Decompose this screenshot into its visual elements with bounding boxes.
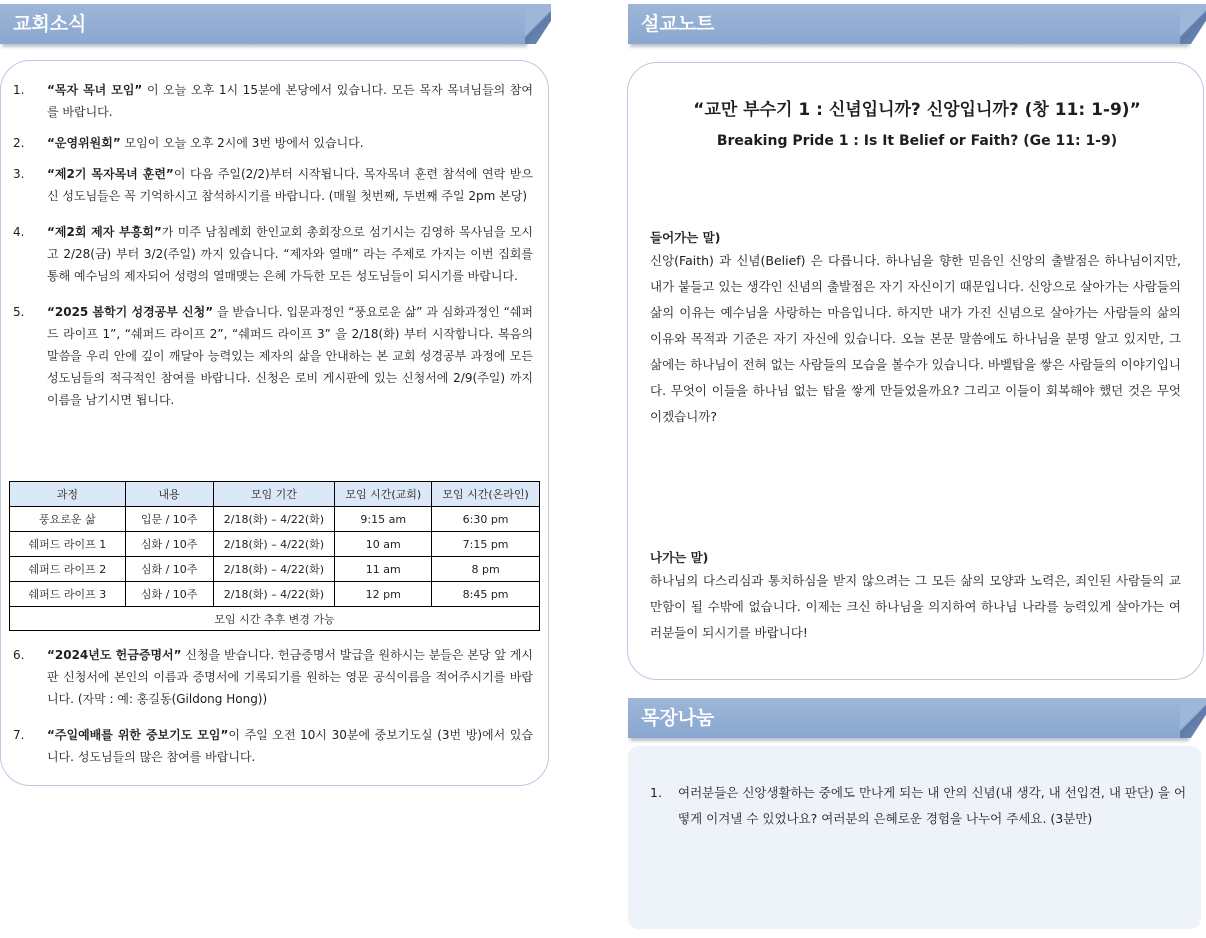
- table-header-cell: 모임 시간(교회): [335, 482, 432, 507]
- table-cell: 풍요로운 삶: [10, 507, 126, 532]
- table-cell: 8 pm: [432, 557, 540, 582]
- sharing-banner-title: 목장나눔: [628, 698, 1187, 738]
- table-header-cell: 내용: [125, 482, 213, 507]
- news-item-title: “제2기 목자목녀 훈련”: [47, 167, 174, 181]
- table-cell: 쉐퍼드 라이프 2: [10, 557, 126, 582]
- news-item-1: [13, 79, 533, 123]
- news-item-text: 을 받습니다. 입문과정인 “풍요로운 삶” 과 심화과정인 “쉐퍼드 라이프 1”, “쉐퍼드 라이프 2”, “쉐퍼드 라이프 3” 을 2/18(화) 부터 시작합니다. 복음의 말씀을 우리 안에 깊이 깨달아 능력있는 제자의 삶을 안내하는 본 교회 성경공부 과정에 모든 성도님들의 적극적인 참여를 바랍니다. 신청은 로비 게시판에 있는 신청서에 2/9(주일) 까지 이름을 남기시면 됩니다.: [47, 305, 533, 407]
- banner-fold-icon: [525, 4, 551, 44]
- intro-heading: 들어가는 말): [650, 230, 721, 245]
- news-item-number: 1.: [13, 83, 25, 97]
- news-item-5: [13, 301, 533, 411]
- news-item-text: 이 주일 오전 10시 30분에 중보기도실 (3번 방)에서 있습니다. 성도님들의 많은 참여를 바랍니다.: [47, 728, 533, 764]
- sharing-banner: [628, 698, 1205, 738]
- table-cell: 심화 / 10주: [125, 557, 213, 582]
- news-item-title: “2025 봄학기 성경공부 신청”: [47, 305, 214, 319]
- closing-heading: 나가는 말): [650, 550, 709, 565]
- sharing-box: [628, 746, 1201, 929]
- table-cell: 쉐퍼드 라이프 3: [10, 582, 126, 607]
- table-cell: 입문 / 10주: [125, 507, 213, 532]
- news-item-6: [13, 644, 533, 710]
- closing-text: 하나님의 다스리심과 통치하심을 받지 않으려는 그 모든 삶의 모양과 노력은, 죄인된 사람들의 교만함이 될 수밖에 없습니다. 이제는 크신 하나님을 의지하여 하나님 나라를 능력있게 살아가는 여러분들이 되시기를 바랍니다!: [650, 573, 1181, 640]
- table-header-cell: 모임 시간(온라인): [432, 482, 540, 507]
- table-cell: 7:15 pm: [432, 532, 540, 557]
- schedule-table: [9, 481, 540, 631]
- table-header-cell: 모임 기간: [213, 482, 335, 507]
- table-cell: 2/18(화) – 4/22(화): [213, 557, 335, 582]
- news-item-text: 이 다음 주일(2/2)부터 시작됩니다. 목자목녀 훈련 참석에 연락 받으신 성도님들은 꼭 기억하시고 참석하시기를 바랍니다. (매월 첫번째, 두번째 주일 2pm 본당): [47, 167, 533, 203]
- table-cell: 2/18(화) – 4/22(화): [213, 582, 335, 607]
- news-item-number: 2.: [13, 136, 25, 150]
- sharing-question-number: 1.: [650, 785, 662, 800]
- news-banner-title: 교회소식: [0, 4, 525, 44]
- table-cell: 심화 / 10주: [125, 532, 213, 557]
- news-banner: [0, 4, 550, 44]
- news-item-text: 신청을 받습니다. 헌금증명서 발급을 원하시는 분들은 본당 앞 게시판 신청서에 본인의 이름과 증명서에 기록되기를 원하는 영문 공식이름을 적어주시기를 바랍니다. (자막 : 예: 홍길동(Gildong Hong)): [47, 648, 533, 706]
- table-cell: 심화 / 10주: [125, 582, 213, 607]
- table-cell: 9:15 am: [335, 507, 432, 532]
- table-row: [10, 557, 540, 582]
- table-cell: 12 pm: [335, 582, 432, 607]
- news-card: [0, 60, 549, 786]
- news-item-number: 5.: [13, 305, 25, 319]
- schedule-note: 모임 시간 추후 변경 가능: [10, 607, 540, 631]
- news-item-number: 6.: [13, 648, 25, 662]
- table-row: [10, 507, 540, 532]
- sermon-subtitle: Breaking Pride 1 : Is It Belief or Faith? (Ge 11: 1-9): [716, 133, 1118, 149]
- table-row: [10, 532, 540, 557]
- news-item-2: [13, 132, 533, 154]
- table-cell: 쉐퍼드 라이프 1: [10, 532, 126, 557]
- table-cell: 6:30 pm: [432, 507, 540, 532]
- sermon-banner-title: 설교노트: [628, 4, 1187, 44]
- news-item-3: [13, 163, 533, 207]
- news-item-title: “제2회 제자 부흥회”: [47, 225, 162, 239]
- schedule-table-header: [10, 482, 540, 507]
- sermon-title: “교만 부수기 1 : 신념입니까? 신앙입니까? (창 11: 1-9)”: [693, 100, 1141, 120]
- banner-fold-icon: [1180, 4, 1206, 44]
- table-row: [10, 582, 540, 607]
- news-item-7: [13, 724, 533, 768]
- table-note-row: [10, 607, 540, 631]
- table-cell: 11 am: [335, 557, 432, 582]
- news-item-number: 7.: [13, 728, 25, 742]
- news-item-4: [13, 221, 533, 287]
- news-item-text: 이 오늘 오후 1시 15분에 본당에서 있습니다. 모든 목자 목녀님들의 참여를 바랍니다.: [47, 83, 533, 119]
- news-item-title: “주일예배를 위한 중보기도 모임”: [47, 728, 229, 742]
- news-item-title: “목자 목녀 모임”: [47, 83, 143, 97]
- sharing-question-text: 여러분들은 신앙생활하는 중에도 만나게 되는 내 안의 신념(내 생각, 내 선입견, 내 판단) 을 어떻게 이겨낼 수 있었나요? 여러분의 은혜로운 경험을 나누어 주세요. (3분만): [678, 785, 1187, 826]
- table-cell: 10 am: [335, 532, 432, 557]
- news-item-text: 가 미주 남침례회 한인교회 총회장으로 섬기시는 김영하 목사님을 모시고 2/28(금) 부터 3/2(주일) 까지 있습니다. “제자와 열매” 라는 주제로 가지는 이번 집회를 통해 예수님의 제자되어 성령의 열매맺는 은혜 가득한 모든 성도님들이 되시기를 바랍니다.: [47, 225, 534, 283]
- news-item-title: “2024년도 헌금증명서”: [47, 648, 182, 662]
- sharing-question: [650, 780, 1190, 832]
- table-cell: 2/18(화) – 4/22(화): [213, 507, 335, 532]
- news-list: [13, 79, 533, 420]
- sermon-banner: [628, 4, 1205, 44]
- table-cell: 8:45 pm: [432, 582, 540, 607]
- table-header-cell: 과정: [10, 482, 126, 507]
- table-cell: 2/18(화) – 4/22(화): [213, 532, 335, 557]
- news-item-number: 4.: [13, 225, 25, 239]
- intro-text: 신앙(Faith) 과 신념(Belief) 은 다릅니다. 하나님을 향한 믿음인 신앙의 출발점은 하나님이지만, 내가 붙들고 있는 생각인 신념의 출발점은 자기 자신이기 때문입니다. 신앙으로 살아가는 사람들의 삶의 이유는 예수님을 사랑하는 마음입니다. 하지만 내가 가진 신념으로 살아가는 사람들의 삶의 이유와 목적과 기준은 자기 자신에 있습니다. 오늘 본문 말씀에도 하나님을 분명 알고 있지만, 그 삶에는 하나님이 전혀 없는 사람들의 모습을 볼수가 있습니다. 바벨탑을 쌓은 사람들의 이야기입니다. 무엇이 이들을 하나님 없는 탑을 쌓게 만들었을까요? 그리고 이들이 회복해야 했던 것은 무엇이겠습니까?: [650, 253, 1181, 424]
- news-item-number: 3.: [13, 167, 25, 181]
- news-item-text: 모임이 오늘 오후 2시에 3번 방에서 있습니다.: [120, 136, 364, 150]
- banner-fold-icon: [1180, 698, 1206, 738]
- news-item-title: “운영위원회”: [47, 136, 121, 150]
- news-list-continued: [13, 644, 533, 777]
